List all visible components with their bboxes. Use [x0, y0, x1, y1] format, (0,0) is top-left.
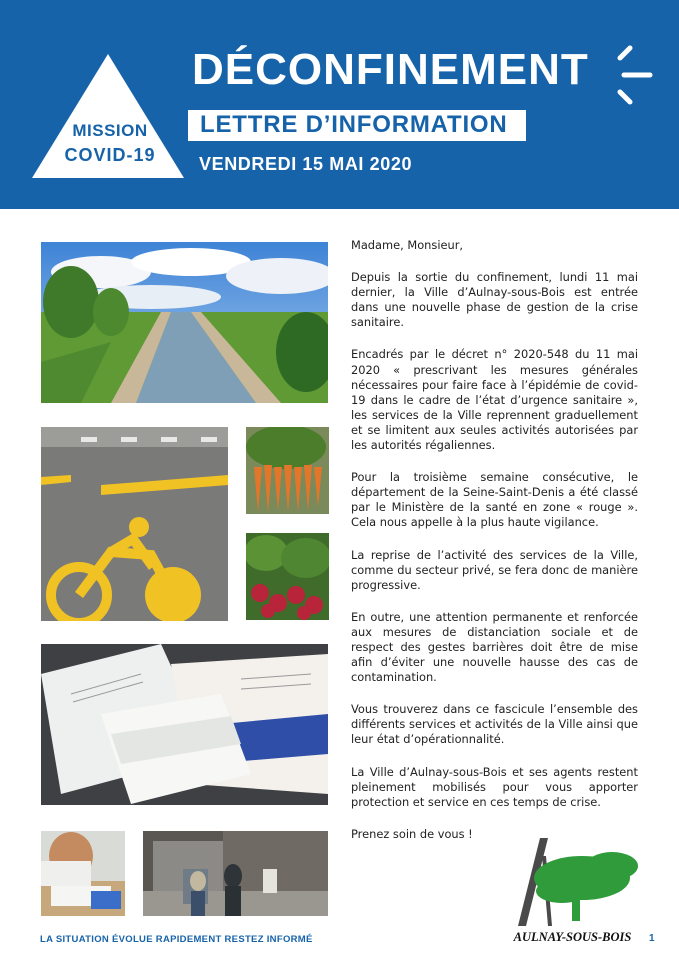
page-number: 1	[649, 933, 655, 944]
paragraph: Vous trouverez dans ce fascicule l’ensemble des différents services et activités de la Ville ainsi que leur état d’opérationnalité.	[351, 702, 638, 747]
canal-photo	[41, 242, 328, 403]
city-logo-icon	[512, 836, 640, 928]
city-logo-text: AULNAY-SOUS-BOIS	[513, 930, 632, 944]
footer-slogan: LA SITUATION ÉVOLUE RAPIDEMENT RESTEZ INFORMÉ	[40, 934, 313, 945]
paragraph: Depuis la sortie du confinement, lundi 11 mai dernier, la Ville d’Aulnay-sous-Bois est entrée dans une nouvelle phase de gestion de la crise sanitaire.	[351, 270, 638, 330]
closing: Prenez soin de vous !	[351, 826, 473, 841]
paragraph: En outre, une attention permanente et renforcée aux mesures de distanciation sociale et de respect des gestes barrières doit être de mise afin d’éviter une nouvelle hausse des cas de contamination.	[351, 609, 638, 685]
shop-entrance-photo	[143, 831, 328, 916]
greeting: Madame, Monsieur,	[351, 238, 464, 252]
page-subtitle: LETTRE D’INFORMATION	[200, 111, 508, 138]
carrots-photo	[246, 427, 329, 514]
letter-body	[351, 238, 638, 859]
radishes-photo	[246, 533, 329, 620]
paragraph: La Ville d’Aulnay-sous-Bois et ses agents restent pleinement mobilisés pour vous apporter protection et service en ces temps de crise.	[351, 764, 638, 809]
publication-date: VENDREDI 15 MAI 2020	[199, 154, 413, 174]
masks-photo	[41, 644, 328, 805]
child-writing-photo	[41, 831, 125, 916]
header-banner	[0, 0, 679, 209]
paragraph: Encadrés par le décret n° 2020-548 du 11 mai 2020 « prescrivant les mesures générales nécessaires pour faire face à l’épidémie de covid-19 dans le cadre de l’état d’urgence sanitaire », les services de la Ville reprennent graduellement et se limitent aux seules activités autorisées par les autorités régaliennes.	[351, 347, 638, 453]
paragraph: Pour la troisième semaine consécutive, le département de la Seine-Saint-Denis a été classé par le Ministère de la santé en zone « rouge ». Cela nous appelle à la plus haute vigilance.	[351, 470, 638, 530]
paragraph: La reprise de l’activité des services de la Ville, comme du secteur privé, se fera donc de manière progressive.	[351, 547, 638, 592]
covid-label: COVID-19	[64, 145, 156, 165]
page-title: DÉCONFINEMENT	[192, 45, 589, 94]
sparkle-icon	[612, 44, 656, 108]
mission-label: MISSION	[72, 121, 148, 140]
bike-lane-photo	[41, 427, 228, 621]
